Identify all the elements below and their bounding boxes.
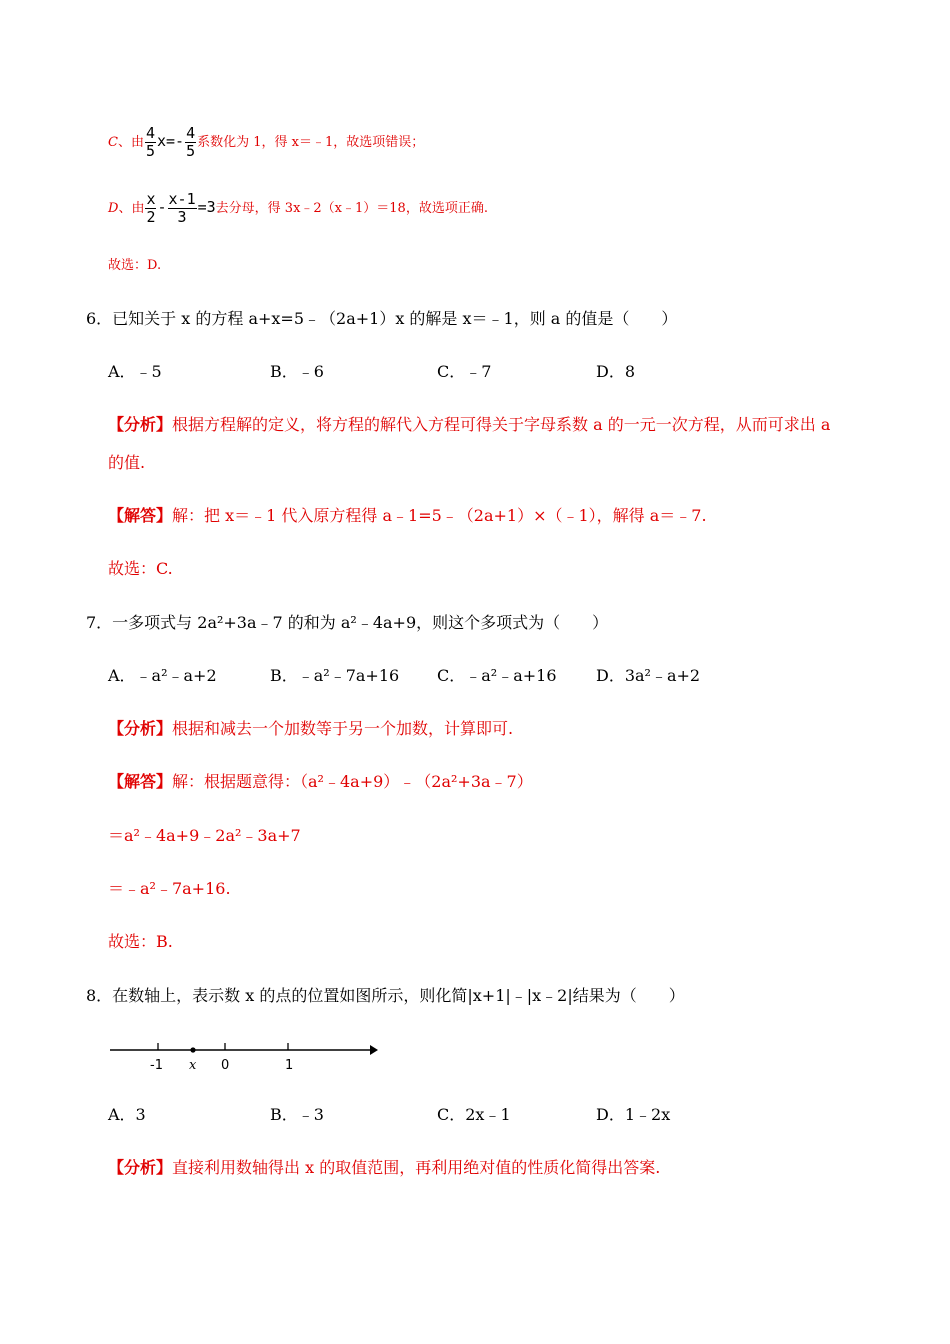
option-d-minus: - [157, 198, 167, 216]
prev-option-d [108, 191, 488, 226]
fraction-4-5: $\frac{4}{5}$ [145, 124, 155, 160]
q6-solution [108, 505, 707, 527]
q8-analysis [108, 1157, 660, 1179]
number-line-arrow [370, 1045, 378, 1055]
q8-option-a: A．3 [108, 1105, 146, 1124]
q7-analysis [108, 718, 513, 740]
q7-stem: 7．一多项式与 2a²+3a﹣7 的和为 a²﹣4a+9，则这个多项式为（ ） [86, 613, 609, 632]
label-1: 1 [285, 1058, 294, 1073]
solution-text: 解：把 x＝﹣1 代入原方程得 a﹣1=5﹣（2a+1）×（﹣1），解得 a＝﹣7. [172, 506, 707, 525]
option-d-you: 、由 [118, 201, 145, 216]
option-d-eq: =3 [197, 198, 216, 216]
q7-option-a: A．﹣a²﹣a+2 [108, 666, 217, 685]
option-c-mid: x=- [157, 132, 185, 150]
q6-answer: 故选：C. [108, 559, 173, 578]
label-0: 0 [221, 1058, 230, 1073]
q8-option-d: D．1﹣2x [596, 1105, 671, 1124]
analysis-text: 直接利用数轴得出 x 的取值范围，再利用绝对值的性质化简得出答案. [172, 1158, 661, 1177]
q8-option-b: B．﹣3 [270, 1105, 324, 1124]
option-d-tail: 去分母，得 3x﹣2（x﹣1）＝18，故选项正确. [215, 201, 488, 216]
option-c-you: 、由 [117, 135, 144, 150]
fraction-4-5-second: $\frac{4}{5}$ [186, 124, 196, 160]
q7-step-2: ＝﹣a²﹣7a+16. [108, 879, 231, 898]
q7-option-b: B．﹣a²﹣7a+16 [270, 666, 400, 685]
option-c-tail: 系数化为 1，得 x＝﹣1，故选项错误； [197, 135, 425, 150]
analysis-tag: 【分析】 [108, 415, 173, 434]
q6-option-d: D．8 [596, 362, 636, 381]
number-line-figure [108, 1036, 383, 1076]
prev-answer: 故选：D. [108, 258, 162, 273]
solution-tag: 【解答】 [108, 772, 173, 791]
analysis-tag: 【分析】 [108, 719, 173, 738]
option-d-label: D [108, 201, 119, 216]
label-x: x [189, 1058, 197, 1073]
q6-option-b: B．﹣6 [270, 362, 324, 381]
fraction-x-1-3: $\frac{x-1}{3}$ [168, 190, 196, 226]
solution-text: 解：根据题意得：（a²﹣4a+9）﹣（2a²+3a﹣7） [172, 772, 533, 791]
q6-stem: 6．已知关于 x 的方程 a+x=5﹣（2a+1）x 的解是 x＝﹣1，则 a 的值是（ ） [86, 309, 678, 328]
prev-option-c [108, 125, 424, 160]
q6-analysis-cont: 的值. [108, 453, 146, 472]
q6-analysis [108, 414, 830, 436]
solution-tag: 【解答】 [108, 506, 173, 525]
q7-answer: 故选：B. [108, 932, 173, 951]
q7-option-c: C．﹣a²﹣a+16 [437, 666, 557, 685]
label-minus-1: -1 [150, 1058, 163, 1073]
q8-option-c: C．2x﹣1 [437, 1105, 511, 1124]
q6-option-c: C．﹣7 [437, 362, 492, 381]
q7-solution [108, 771, 533, 793]
q8-stem: 8．在数轴上，表示数 x 的点的位置如图所示，则化简|x+1|﹣|x﹣2|结果为（ ） [86, 986, 685, 1005]
q7-step-1: ＝a²﹣4a+9﹣2a²﹣3a+7 [108, 826, 301, 845]
point-x [190, 1047, 195, 1052]
analysis-text: 根据方程解的定义，将方程的解代入方程可得关于字母系数 a 的一元一次方程，从而可求出 a [172, 415, 831, 434]
option-c-label: C [108, 135, 118, 150]
analysis-text: 根据和减去一个加数等于另一个加数，计算即可. [172, 719, 514, 738]
q6-option-a: A．﹣5 [108, 362, 162, 381]
fraction-x-2: $\frac{x}{2}$ [146, 190, 156, 226]
q7-option-d: D．3a²﹣a+2 [596, 666, 701, 685]
analysis-tag: 【分析】 [108, 1158, 173, 1177]
